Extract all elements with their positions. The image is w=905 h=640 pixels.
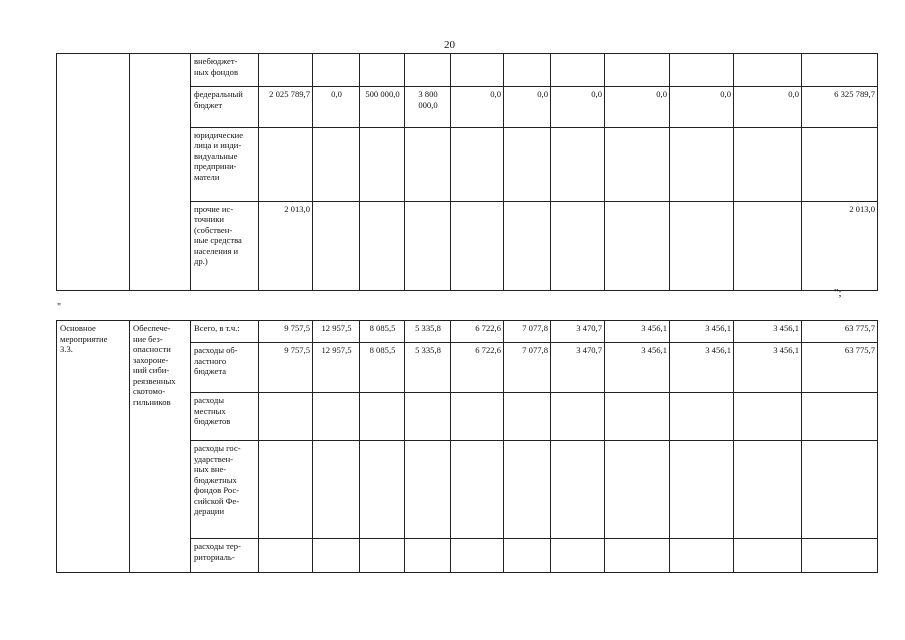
expense-value-cell: 8 085,5 [360,343,405,393]
funding-value-cell [405,54,451,87]
expense-value-cell: 6 722,6 [451,321,504,343]
funding-value-cell: 3 800 000,0 [405,87,451,128]
expense-value-cell [605,441,670,539]
funding-value-cell [313,127,360,201]
funding-source-label-line: местных [194,405,226,416]
funding-source-label-line: федеральный [194,89,243,100]
expense-value-cell: 3 456,1 [670,343,734,393]
funding-source-label-line: расходы гос- [194,443,241,453]
expense-value-cell [605,539,670,573]
funding-value-cell: 0,0 [313,87,360,128]
funding-source-label [191,343,259,393]
activity-name-line: гильников [133,396,171,407]
activity-name-line: Обеспече- [133,323,171,333]
funding-value-cell [313,54,360,87]
funding-value-cell [551,201,605,290]
funding-value-cell: 0,0 [670,87,734,128]
funding-source-label-line: предприни- [194,161,237,172]
funding-value-cell [670,54,734,87]
expense-value-cell: 3 456,1 [734,343,802,393]
funding-value-cell [504,54,551,87]
expense-value-cell [605,393,670,441]
expense-value-cell [259,441,313,539]
funding-source-label-line: ластного [194,355,227,366]
funding-source-label-line: фондов Рос- [194,485,240,495]
activity-name-line: захороне- [133,354,169,365]
funding-value-cell [802,54,878,87]
funding-value-cell [313,201,360,290]
expense-value-cell: 12 957,5 [313,343,360,393]
funding-value-cell [605,201,670,290]
funding-source-label-line: ных вне- [194,464,227,474]
activity-name-line: ний сиби- [133,365,170,375]
funding-value-cell [551,127,605,201]
activity-cell [57,54,130,291]
expense-value-cell [551,539,605,573]
expense-value-cell [734,441,802,539]
expense-value-cell: 3 470,7 [551,343,605,393]
funding-value-cell: 0,0 [605,87,670,128]
expense-value-cell [360,539,405,573]
funding-value-cell [670,201,734,290]
funding-value-cell [360,201,405,290]
expense-value-cell [504,393,551,441]
funding-value-cell [734,201,802,290]
funding-source-label [191,441,259,539]
funding-source-label-line: бюджета [194,366,227,376]
funding-source-label-line: (собствен- [194,224,233,235]
expense-value-cell: 3 470,7 [551,321,605,343]
funding-value-cell [802,127,878,201]
expense-value-cell [451,539,504,573]
funding-source-label-line: расходы [194,395,224,405]
expense-value-cell: 63 775,7 [802,321,878,343]
expense-value-cell: 3 456,1 [670,321,734,343]
activity-name-line: реязвенных [133,375,176,386]
expense-value-cell: 8 085,5 [360,321,405,343]
expense-value-cell [551,393,605,441]
activity-3-3-table [56,320,878,573]
funding-source-label-line: лица и инди- [194,140,242,151]
expense-value-cell [734,393,802,441]
funding-value-cell [451,127,504,201]
expense-value-cell [313,441,360,539]
funding-source-label-line: др.) [194,256,208,267]
expense-value-cell: 12 957,5 [313,321,360,343]
expense-value-cell [670,441,734,539]
expense-value-cell [405,441,451,539]
expense-value-cell [405,539,451,573]
funding-source-label-line: бюджетных [194,474,237,485]
funding-source-label [191,201,259,290]
funding-value-cell: 2 013,0 [259,201,313,290]
name-cell [130,321,191,573]
page-number: 20 [444,39,455,51]
activity-name-line: опасности [133,344,171,354]
funding-value-cell [734,54,802,87]
expense-value-cell [802,393,878,441]
funding-source-label [191,539,259,573]
funding-value-cell [405,127,451,201]
expense-value-cell [670,539,734,573]
expense-value-cell: 6 722,6 [451,343,504,393]
funding-source-label [191,127,259,201]
funding-source-label-line: Всего, в т.ч.: [194,323,240,333]
expense-value-cell [451,393,504,441]
expense-value-cell [313,539,360,573]
funding-value-cell [259,54,313,87]
funding-source-label-line: ных фондов [194,66,239,77]
funding-value-cell [504,127,551,201]
funding-value-cell [360,54,405,87]
funding-value-cell: 500 000,0 [360,87,405,128]
funding-source-label [191,393,259,441]
funding-source-label-line: расходы тер- [194,541,241,551]
funding-source-label-line: населения и [194,245,239,256]
expense-value-cell [360,393,405,441]
expense-value-cell [551,441,605,539]
funding-value-cell [734,127,802,201]
expense-value-cell: 5 335,8 [405,321,451,343]
expense-value-cell [259,393,313,441]
activity-name-line: скотомо- [133,386,166,396]
funding-value-cell: 0,0 [504,87,551,128]
expense-value-cell: 5 335,8 [405,343,451,393]
closing-quote: "; [834,287,842,299]
activity-name-line: ние без- [133,333,163,344]
funding-source-label [191,87,259,128]
funding-source-label [191,54,259,87]
funding-source-label-line: видуальные [194,150,238,161]
name-cell [130,54,191,291]
funding-source-label-line: точники [194,214,225,225]
expense-value-cell: 3 456,1 [605,321,670,343]
funding-source-label-line: бюджетов [194,416,231,426]
activity-line: 3.3. [60,344,73,354]
expense-value-cell [504,539,551,573]
funding-value-cell [451,54,504,87]
funding-source-label-line: юридические [194,129,244,140]
funding-value-cell [551,54,605,87]
funding-value-cell [605,54,670,87]
expense-value-cell: 7 077,8 [504,343,551,393]
funding-value-cell [670,127,734,201]
expense-value-cell [259,539,313,573]
expense-value-cell: 3 456,1 [734,321,802,343]
funding-value-cell [504,201,551,290]
top-funding-table [56,53,878,291]
funding-source-label-line: риториаль- [194,551,235,562]
expense-value-cell [313,393,360,441]
funding-source-label-line: дерации [194,506,225,516]
expense-value-cell: 7 077,8 [504,321,551,343]
activity-line: мероприятие [60,333,108,344]
funding-value-cell [360,127,405,201]
expense-value-cell [360,441,405,539]
expense-value-cell [451,441,504,539]
expense-value-cell [670,393,734,441]
funding-source-label [191,321,259,343]
activity-line: Основное [60,323,96,333]
expense-value-cell [734,539,802,573]
funding-value-cell: 6 325 789,7 [802,87,878,128]
table-row [57,54,878,87]
expense-value-cell [405,393,451,441]
expense-value-cell [802,441,878,539]
funding-value-cell: 2 013,0 [802,201,878,290]
funding-value-cell: 2 025 789,7 [259,87,313,128]
funding-value-cell [259,127,313,201]
activity-cell [57,321,130,573]
funding-value-cell: 0,0 [451,87,504,128]
funding-value-cell: 0,0 [734,87,802,128]
funding-value-cell: 0,0 [551,87,605,128]
funding-source-label-line: бюджет [194,99,223,110]
funding-source-label-line: расходы об- [194,345,238,355]
table-row [57,321,878,343]
opening-quote: " [57,302,62,313]
expense-value-cell: 9 757,5 [259,343,313,393]
expense-value-cell [504,441,551,539]
funding-source-label-line: сийской Фе- [194,495,240,506]
funding-value-cell [405,201,451,290]
expense-value-cell: 63 775,7 [802,343,878,393]
funding-source-label-line: ударствен- [194,453,234,464]
funding-source-label-line: внебюджет- [194,56,238,66]
funding-value-cell [451,201,504,290]
funding-value-cell [605,127,670,201]
expense-value-cell [802,539,878,573]
expense-value-cell: 3 456,1 [605,343,670,393]
funding-source-label-line: ные средства [194,235,242,246]
expense-value-cell: 9 757,5 [259,321,313,343]
funding-source-label-line: матели [194,171,220,182]
funding-source-label-line: прочие ис- [194,203,234,214]
